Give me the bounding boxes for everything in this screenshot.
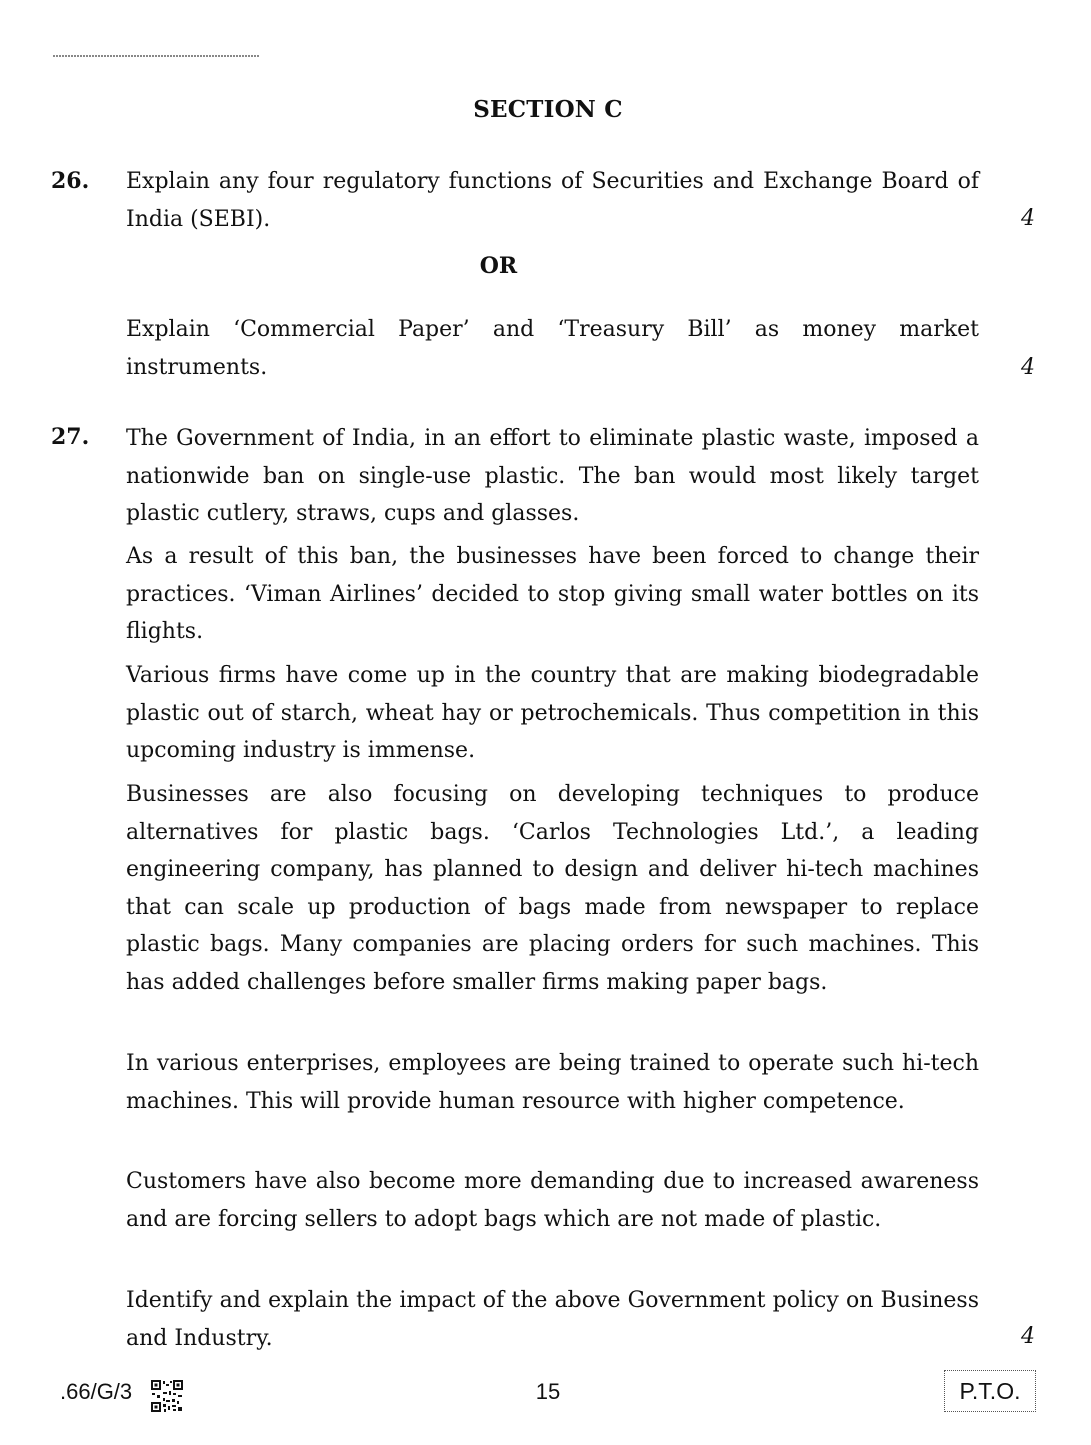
question-27-paragraph: As a result of this ban, the businesses have been forced to change their practices. ‘Viman Airlines’ decided to stop giving small water bottles on its flights. [126, 544, 979, 644]
question-27-paragraph: Customers have also become more demanding due to increased awareness and are forcing sellers to adopt bags which are not made of plastic. [126, 1169, 979, 1232]
question-27-paragraph: Identify and explain the impact of the above Government policy on Business and Industry. [126, 1288, 979, 1351]
question-26-alternative-marks: 4 [1021, 355, 1035, 380]
section-title: SECTION C [473, 96, 623, 123]
question-27-paragraph: The Government of India, in an effort to eliminate plastic waste, imposed a nationwide ban on single-use plastic. The ban would most likely target plastic cutlery, straws, cups and glasses. [126, 426, 979, 526]
question-26-marks: 4 [1021, 206, 1035, 231]
page-number: 15 [535, 1379, 561, 1404]
question-27-paragraph: Businesses are also focusing on developing techniques to produce alternatives for plastic bags. ‘Carlos Technologies Ltd.’, a leading engineering company, has planned to design and deliver hi-tech machines that can scale up production of bags made from newspaper to replace plastic bags. Many companies are placing orders for such machines. This has added challenges before smaller firms making paper bags. [126, 782, 979, 995]
pto-box [944, 1370, 1036, 1412]
paper-code: .66/G/3 [60, 1379, 133, 1404]
question-27-marks: 4 [1021, 1324, 1035, 1349]
question-26-text: Explain any four regulatory functions of Securities and Exchange Board of India (SEBI). [126, 169, 979, 232]
question-27-paragraph: Various firms have come up in the country that are making biodegradable plastic out of starch, wheat hay or petrochemicals. Thus competition in this upcoming industry is immense. [126, 663, 979, 763]
or-label: OR [479, 253, 518, 279]
question-27-paragraph: In various enterprises, employees are being trained to operate such hi-tech machines. This will provide human resource with higher competence. [126, 1051, 979, 1114]
question-26-number: 26. [51, 168, 90, 194]
pto-label: P.T.O. [959, 1378, 1021, 1404]
question-27-number: 27. [51, 424, 90, 450]
question-26-alternative-text: Explain ‘Commercial Paper’ and ‘Treasury Bill’ as money market instruments. [126, 317, 979, 380]
watermark-line [53, 55, 260, 57]
